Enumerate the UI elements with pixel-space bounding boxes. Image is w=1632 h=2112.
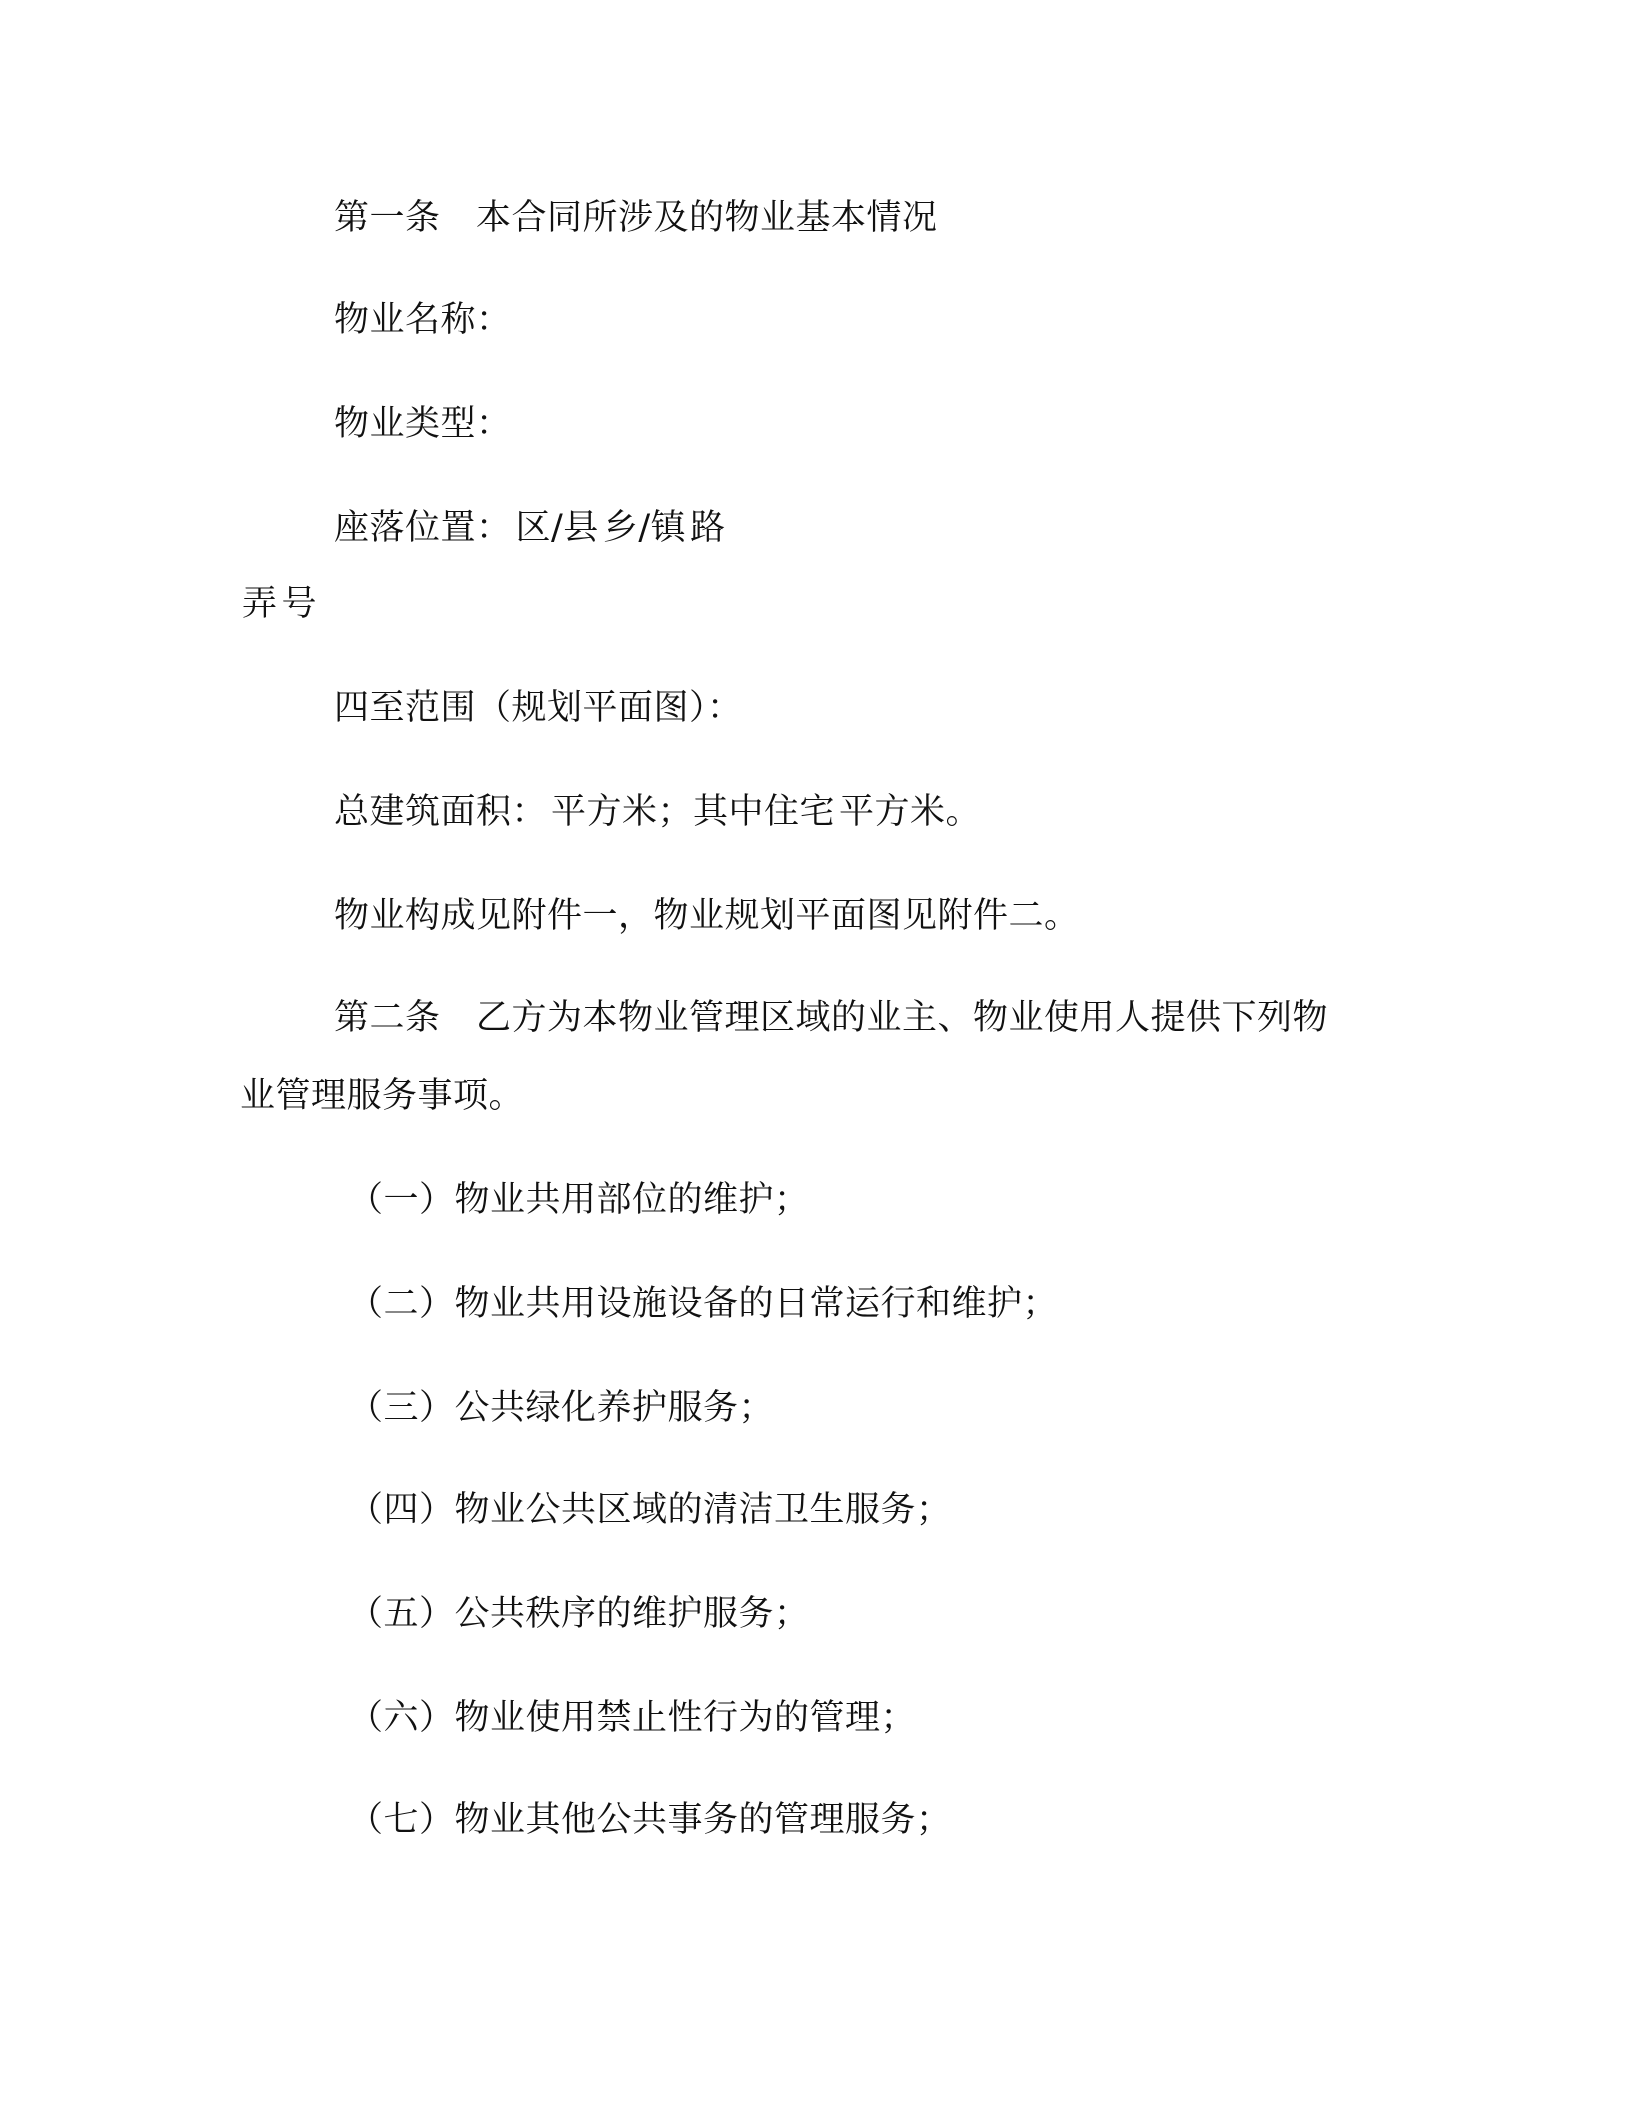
- area-row: 总建筑面积： 平方米；其中住宅 平方米。: [334, 792, 982, 832]
- location-row-2: 弄 号: [242, 584, 318, 624]
- location-row-1: 座落位置： 区/县 乡/镇 路: [334, 508, 726, 548]
- article1-heading: 第一条 本合同所涉及的物业基本情况: [334, 198, 938, 238]
- property-name-row: 物业名称：: [334, 300, 512, 340]
- article2-heading-line1: 第二条 乙方为本物业管理区域的业主、物业使用人提供下列物: [334, 998, 1329, 1038]
- boundary-row: 四至范围（规划平面图）：: [334, 688, 743, 728]
- attachments-note: 物业构成见附件一，物业规划平面图见附件二。: [334, 896, 1080, 936]
- service-item: （一）物业共用部位的维护；: [348, 1180, 810, 1220]
- service-item: （四）物业公共区域的清洁卫生服务；: [348, 1490, 952, 1530]
- service-item: （二）物业共用设施设备的日常运行和维护；: [348, 1284, 1059, 1324]
- article2-heading-line2: 业管理服务事项。: [240, 1076, 525, 1116]
- service-item: （六）物业使用禁止性行为的管理；: [348, 1698, 917, 1738]
- service-item: （三）公共绿化养护服务；: [348, 1388, 775, 1428]
- property-type-row: 物业类型：: [334, 404, 512, 444]
- service-item: （七）物业其他公共事务的管理服务；: [348, 1800, 952, 1840]
- service-item: （五）公共秩序的维护服务；: [348, 1594, 810, 1634]
